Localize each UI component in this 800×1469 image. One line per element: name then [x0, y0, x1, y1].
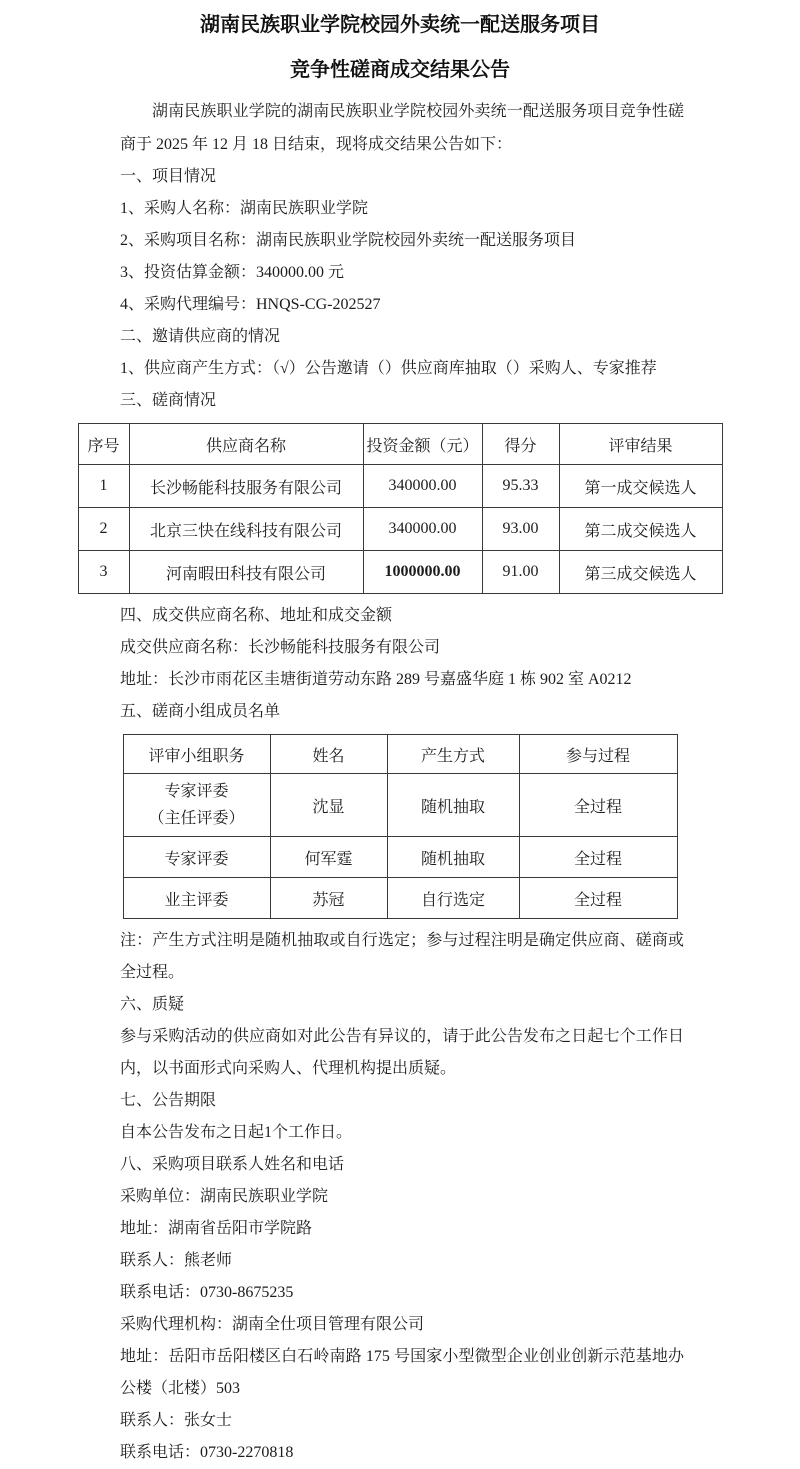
cell-role — [123, 774, 270, 837]
cell-method: 自行选定 — [387, 878, 519, 919]
purchaser-unit-line: 采购单位：湖南民族职业学院 — [120, 1188, 329, 1205]
section-heading-winner: 四、成交供应商名称、地址和成交金额 — [120, 607, 393, 624]
suppliers-table — [78, 423, 723, 594]
table-row — [78, 551, 722, 594]
section-heading-contacts: 八、采购项目联系人姓名和电话 — [120, 1156, 345, 1173]
col-header-result: 评审结果 — [559, 424, 722, 465]
suppliers-header-row — [78, 424, 722, 465]
table-row — [78, 465, 722, 508]
period-line: 自本公告发布之日起1个工作日。 — [120, 1124, 353, 1141]
agency-address-line: 地址：岳阳市岳阳楼区白石岭南路 175 号国家小型微型企业创业创新示范基地办公楼（北楼）503 — [120, 1348, 684, 1397]
table-row — [123, 837, 677, 878]
cell-amount: 340000.00 — [363, 465, 482, 508]
winner-name-line: 成交供应商名称：长沙畅能科技服务有限公司 — [120, 639, 441, 656]
panel-table — [123, 734, 678, 919]
cell-score: 91.00 — [482, 551, 559, 594]
cell-score: 93.00 — [482, 508, 559, 551]
winner-address-line: 地址：长沙市雨花区圭塘街道劳动东路 289 号嘉盛华庭 1 栋 902 室 A0212 — [120, 671, 632, 688]
panel-note: 注：产生方式注明是随机抽取或自行选定；参与过程注明是确定供应商、磋商或全过程。 — [120, 932, 684, 981]
cell-index: 3 — [78, 551, 129, 594]
col-header-index: 序号 — [78, 424, 129, 465]
cell-amount: 340000.00 — [363, 508, 482, 551]
cell-index: 2 — [78, 508, 129, 551]
table-row — [78, 508, 722, 551]
col-header-supplier: 供应商名称 — [129, 424, 363, 465]
cell-process: 全过程 — [519, 837, 677, 878]
agency-name-line: 采购代理机构：湖南全仕项目管理有限公司 — [120, 1316, 425, 1333]
cell-name: 沈显 — [270, 774, 387, 837]
project-item-name: 2、采购项目名称：湖南民族职业学院校园外卖统一配送服务项目 — [120, 232, 577, 249]
intro-block — [120, 95, 684, 417]
cell-supplier: 北京三快在线科技有限公司 — [129, 508, 363, 551]
purchaser-phone-line: 联系电话：0730-8675235 — [120, 1284, 294, 1301]
section-heading-invite: 二、邀请供应商的情况 — [120, 328, 281, 345]
project-item-budget: 3、投资估算金额：340000.00 元 — [120, 264, 345, 281]
table-row — [123, 774, 677, 837]
document-title: 湖南民族职业学院校园外卖统一配送服务项目 — [200, 14, 600, 36]
col-header-role: 评审小组职务 — [123, 735, 270, 774]
panel-header-row — [123, 735, 677, 774]
role-line: 专家评委 — [164, 783, 229, 800]
intro-paragraph: 湖南民族职业学院的湖南民族职业学院校园外卖统一配送服务项目竞争性磋商于 2025 年 12 月 18 日结束，现将成交结果公告如下： — [120, 103, 684, 153]
footer-block — [120, 925, 684, 1469]
agency-phone-line: 联系电话：0730-2270818 — [120, 1444, 294, 1461]
winner-block — [120, 600, 684, 728]
section-heading-period: 七、公告期限 — [120, 1092, 217, 1109]
cell-result: 第一成交候选人 — [559, 465, 722, 508]
cell-index: 1 — [78, 465, 129, 508]
project-item-agency-code: 4、采购代理编号：HNQS-CG-202527 — [120, 296, 381, 313]
purchaser-contact-line: 联系人：熊老师 — [120, 1252, 233, 1269]
col-header-score: 得分 — [482, 424, 559, 465]
cell-name: 苏冠 — [270, 878, 387, 919]
cell-score: 95.33 — [482, 465, 559, 508]
document-subtitle: 竞争性磋商成交结果公告 — [290, 59, 510, 81]
col-header-name: 姓名 — [270, 735, 387, 774]
cell-result: 第三成交候选人 — [559, 551, 722, 594]
section-heading-panel: 五、磋商小组成员名单 — [120, 703, 281, 720]
col-header-amount: 投资金额（元） — [363, 424, 482, 465]
cell-process: 全过程 — [519, 878, 677, 919]
project-item-purchaser: 1、采购人名称：湖南民族职业学院 — [120, 200, 369, 217]
cell-supplier: 河南暇田科技有限公司 — [129, 551, 363, 594]
purchaser-address-line: 地址：湖南省岳阳市学院路 — [120, 1220, 313, 1237]
table-row — [123, 878, 677, 919]
cell-result: 第二成交候选人 — [559, 508, 722, 551]
section-heading-negotiation: 三、磋商情况 — [120, 392, 217, 409]
role-line: （主任评委） — [148, 810, 245, 827]
section-heading-project: 一、项目情况 — [120, 168, 217, 185]
agency-contact-line: 联系人：张女士 — [120, 1412, 233, 1429]
invite-method-line: 1、供应商产生方式：（√）公告邀请（）供应商库抽取（）采购人、专家推荐 — [120, 360, 657, 377]
cell-method: 随机抽取 — [387, 837, 519, 878]
cell-name: 何军霆 — [270, 837, 387, 878]
cell-process: 全过程 — [519, 774, 677, 837]
cell-supplier: 长沙畅能科技服务有限公司 — [129, 465, 363, 508]
col-header-method: 产生方式 — [387, 735, 519, 774]
cell-role: 业主评委 — [123, 878, 270, 919]
col-header-process: 参与过程 — [519, 735, 677, 774]
section-heading-query: 六、质疑 — [120, 996, 185, 1013]
query-paragraph: 参与采购活动的供应商如对此公告有异议的，请于此公告发布之日起七个工作日内，以书面形式向采购人、代理机构提出质疑。 — [120, 1028, 684, 1077]
cell-method: 随机抽取 — [387, 774, 519, 837]
cell-amount: 1000000.00 — [363, 551, 482, 594]
cell-role: 专家评委 — [123, 837, 270, 878]
